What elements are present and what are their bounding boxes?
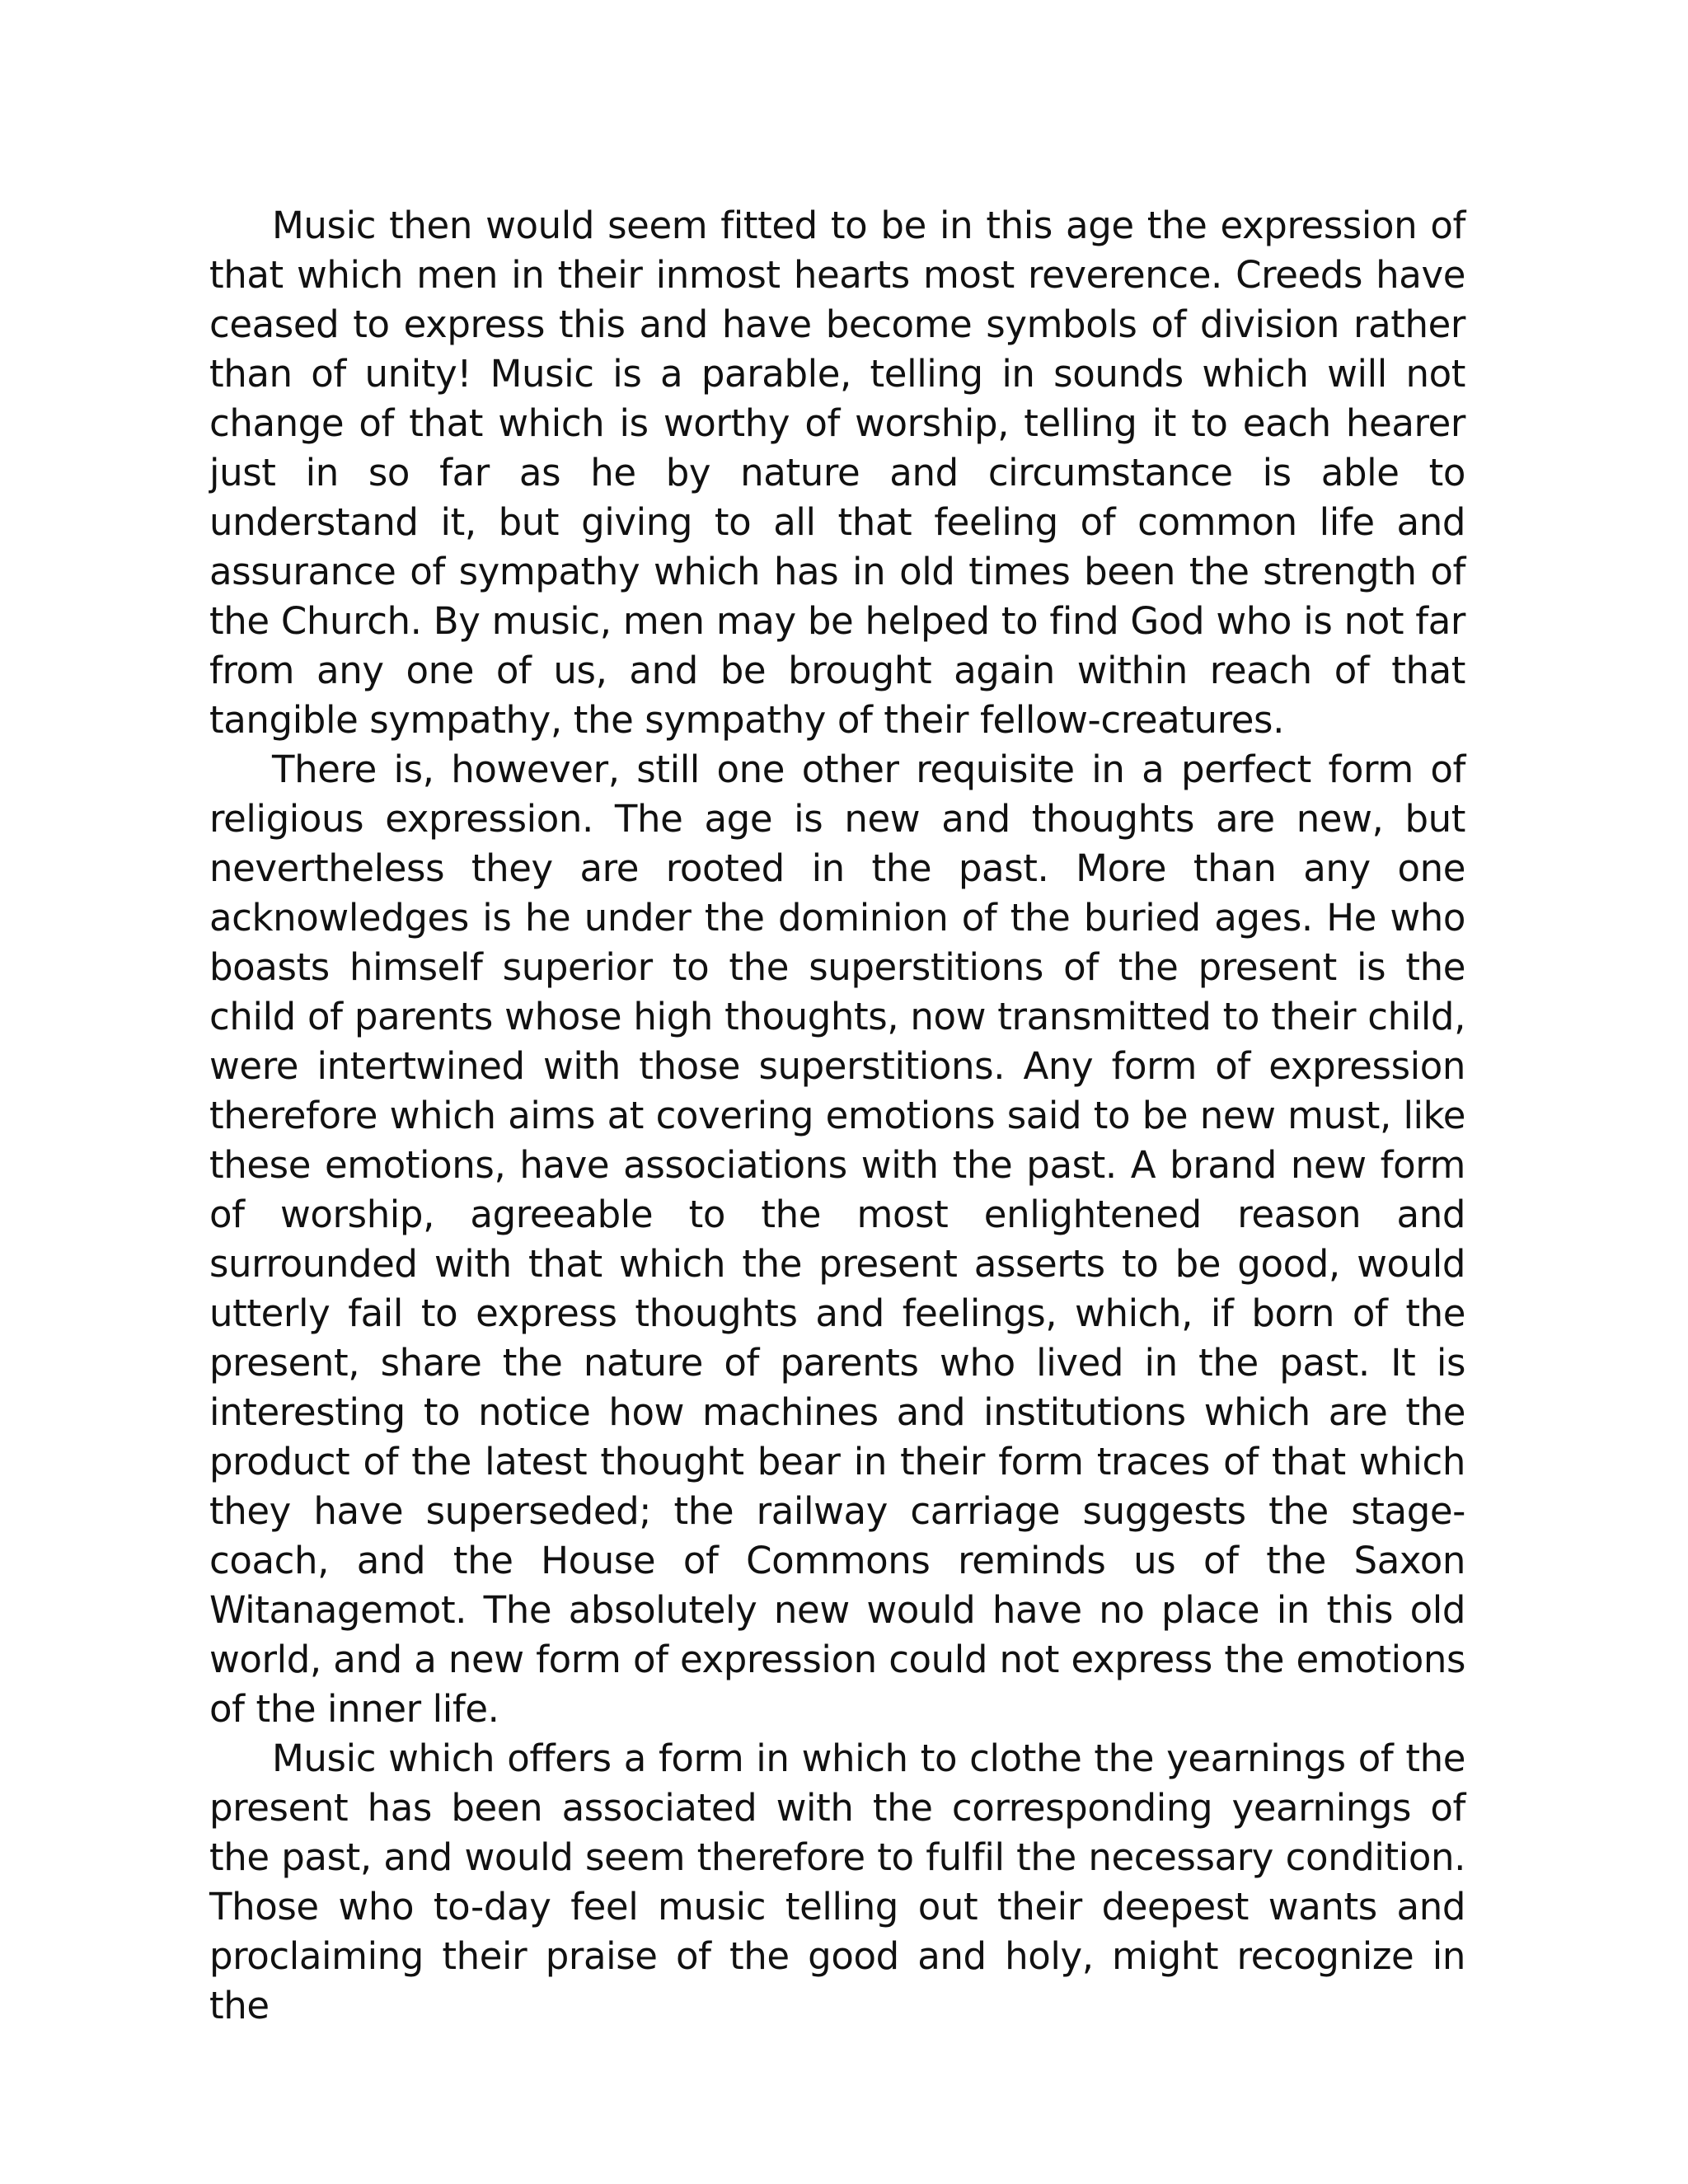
- page-body: [209, 201, 1465, 2031]
- paragraph: Music then would seem fitted to be in this age the expression of that which men in their inmost hearts most reverence. Creeds have ceased to express this and have become symbols of division rather than of unity! Music is a parable, telling in sounds which will not change of that which is worthy of worship, telling it to each hearer just in so far as he by nature and circumstance is able to understand it, but giving to all that feeling of common life and assurance of sympathy which has in old times been the strength of the Church. By music, men may be helped to find God who is not far from any one of us, and be brought again within reach of that tangible sympathy, the sympathy of their fellow-creatures.: [209, 204, 1465, 742]
- paragraph: There is, however, still one other requisite in a perfect form of religious expression. The age is new and thoughts are new, but nevertheless they are rooted in the past. More than any one acknowledges is he under the dominion of the buried ages. He who boasts himself superior to the superstitions of the present is the child of parents whose high thoughts, now transmitted to their child, were intertwined with those superstitions. Any form of expression therefore which aims at covering emotions said to be new must, like these emotions, have associations with the past. A brand new form of worship, agreeable to the most enlightened reason and surrounded with that which the present asserts to be good, would utterly fail to express thoughts and feelings, which, if born of the present, share the nature of parents who lived in the past. It is interesting to notice how machines and institutions which are the product of the latest thought bear in their form traces of that which they have superseded; the railway carriage suggests the stage-coach, and the House of Commons reminds us of the Saxon Witanagemot. The absolutely new would have no place in this old world, and a new form of expression could not express the emotions of the inner life.: [209, 748, 1465, 1731]
- paragraph: Music which offers a form in which to clothe the yearnings of the present has been associated with the corresponding yearnings of the past, and would seem therefore to fulfil the necessary condition. Those who to-day feel music telling out their deepest wants and proclaiming their praise of the good and holy, might recognize in the: [209, 1736, 1465, 2027]
